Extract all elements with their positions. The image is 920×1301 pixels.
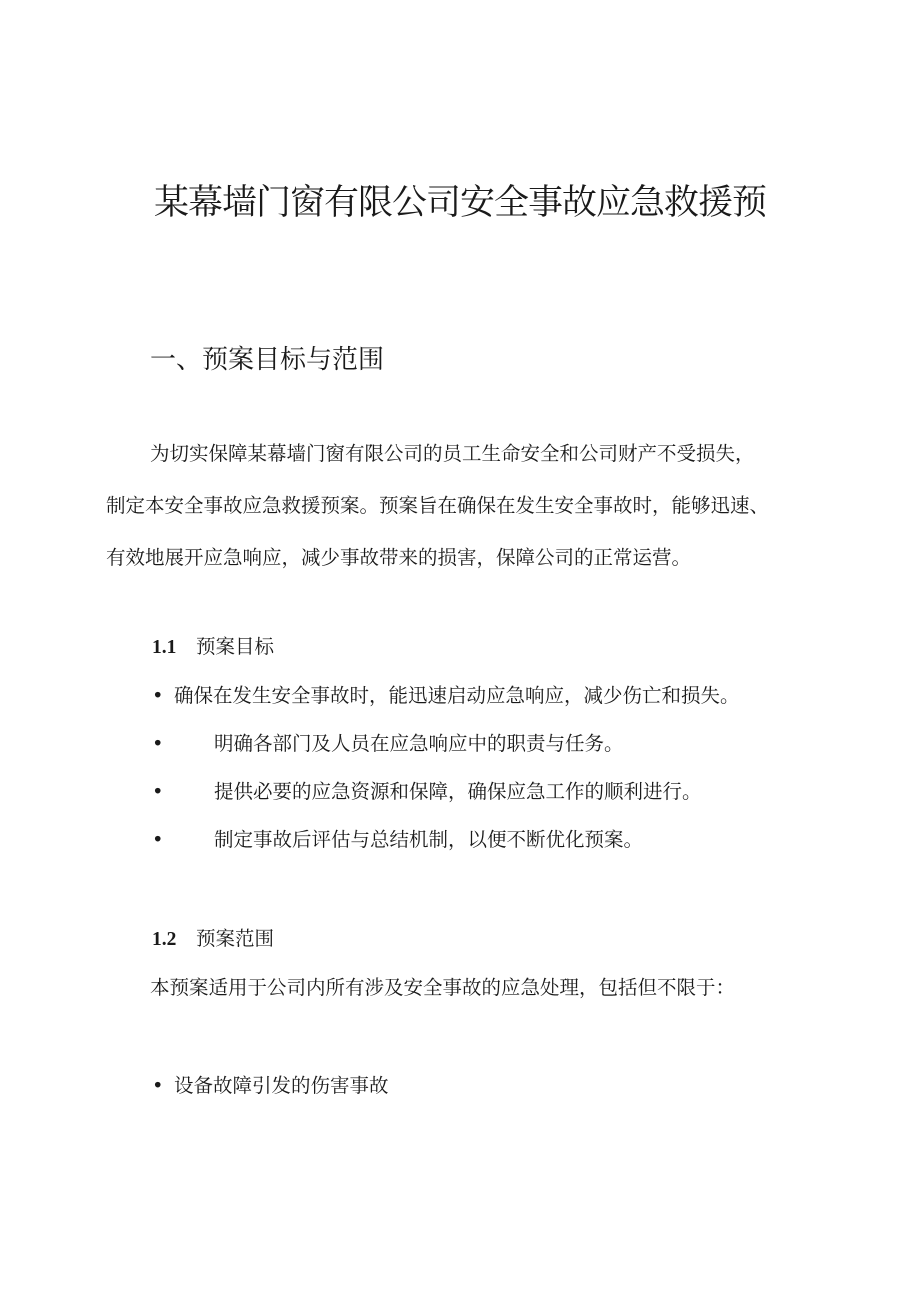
subsection-label: 预案范围: [196, 927, 275, 950]
list-item-text: 提供必要的应急资源和保障，确保应急工作的顺利进行。: [214, 780, 702, 803]
list-item: [152, 777, 702, 807]
subsection-heading: [152, 924, 274, 955]
list-item-text: 确保在发生安全事故时，能迅速启动应急响应，减少伤亡和损失。: [174, 684, 740, 707]
intro-line: 制定本安全事故应急救援预案。预案旨在确保在发生安全事故时，能够迅速、: [106, 494, 770, 517]
intro-line: 为切实保障某幕墙门窗有限公司的员工生命安全和公司财产不受损失，: [150, 442, 755, 465]
subsection-number: 1.2: [152, 929, 177, 950]
list-item: [152, 681, 740, 711]
intro-line: 有效地展开应急响应，减少事故带来的损害，保障公司的正常运营。: [106, 546, 692, 569]
section-heading: 一、预案目标与范围: [150, 345, 385, 375]
list-item: [152, 729, 624, 759]
bullet-icon: •: [152, 732, 164, 755]
list-item-text: 明确各部门及人员在应急响应中的职责与任务。: [214, 732, 624, 755]
subsection-number: 1.1: [152, 637, 177, 658]
bullet-icon: •: [152, 780, 164, 803]
page-title: 某幕墙门窗有限公司安全事故应急救援预: [153, 183, 766, 223]
list-item-text: 设备故障引发的伤害事故: [174, 1074, 389, 1097]
bullet-icon: •: [152, 1074, 164, 1097]
list-item-text: 制定事故后评估与总结机制，以便不断优化预案。: [214, 828, 644, 851]
bullet-icon: •: [152, 828, 164, 851]
scope-intro: 本预案适用于公司内所有涉及安全事故的应急处理，包括但不限于：: [150, 976, 736, 999]
list-item: [152, 1071, 389, 1101]
bullet-icon: •: [152, 684, 164, 707]
list-item: [152, 825, 643, 855]
intro-paragraph: [106, 434, 836, 590]
subsection-label: 预案目标: [196, 635, 275, 658]
subsection-heading: [152, 632, 274, 663]
